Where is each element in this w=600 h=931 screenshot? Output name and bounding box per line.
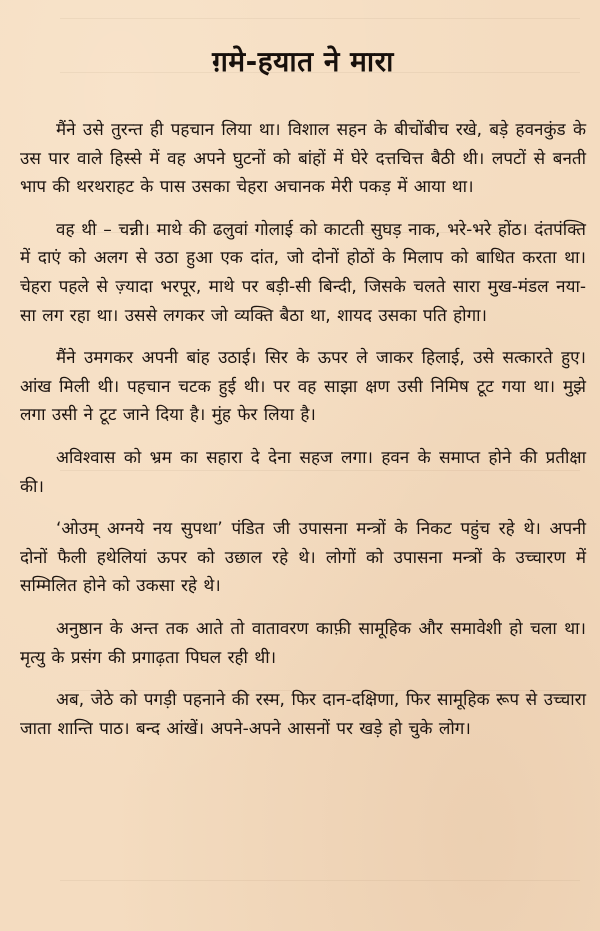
chapter-body: [20, 116, 586, 743]
paragraph: अब, जेठे को पगड़ी पहनाने की रस्म, फिर दान-दक्षिणा, फिर सामूहिक रूप से उच्चारा जाता शान्ति पाठ। बन्द आंखें। अपने-अपने आसनों पर खड़े हो चुके लोग।: [20, 690, 586, 739]
paragraph: मैंने उमगकर अपनी बांह उठाई। सिर के ऊपर ले जाकर हिलाई, उसे सत्कारते हुए। आंख मिली थी। पहचान चटक हुई थी। पर वह साझा क्षण उसी निमिष टूट गया था। मुझे लगा उसी ने टूट जाने दिया है। मुंह फेर लिया है।: [20, 348, 586, 426]
paragraph: वह थी – चन्नी। माथे की ढलुवां गोलाई को काटती सुघड़ नाक, भरे-भरे होंठ। दंतपंक्ति में दाएं को अलग से उठा हुआ एक दांत, जो दोनों होठों के मिलाप को बाधित करता था। चेहरा पहले से ज़्यादा भरपूर, माथे पर बड़ी-सी बिन्दी, जिसके चलते सारा मुख-मंडल नया-सा लग रहा था। उससे लगकर जो व्यक्ति बैठा था, शायद उसका पति होगा।: [20, 219, 586, 326]
bleed-through-line: [60, 232, 580, 233]
bleed-through-line: [60, 880, 580, 881]
paragraph: अविश्वास को भ्रम का सहारा दे देना सहज लगा। हवन के समाप्त होने की प्रतीक्षा की।: [20, 447, 586, 497]
paragraph: अनुष्ठान के अन्त तक आते तो वातावरण काफ़ी सामूहिक और समावेशी हो चला था। मृत्यु के प्रसंग की प्रगाढ़ता पिघल रही थी।: [20, 618, 586, 668]
paragraph: मैंने उसे तुरन्त ही पहचान लिया था। विशाल सहन के बीचोंबीच रखे, बड़े हवनकुंड के उस पार वाले हिस्से में वह अपने घुटनों को बांहों में घेरे दत्तचित्त बैठी थी। लपटों से बनती भाप की थरथराहट के पास उसका चेहरा अचानक मेरी पकड़ में आया था।: [20, 120, 586, 198]
bleed-through-line: [60, 72, 580, 73]
bleed-through-line: [60, 18, 580, 19]
bleed-through-line: [60, 690, 580, 691]
paragraph: ‘ओउम् अग्नये नय सुपथा’ पंडित जी उपासना मन्त्रों के निकट पहुंच रहे थे। अपनी दोनों फैली हथेलियां ऊपर को उछाल रहे थे। लोगों को उपासना मन्त्रों के उच्चारण में सम्मिलित होने को उकसा रहे थे।: [20, 519, 586, 597]
chapter-title: ग़मे-हयात ने मारा: [212, 45, 394, 78]
bleed-through-line: [60, 470, 580, 471]
